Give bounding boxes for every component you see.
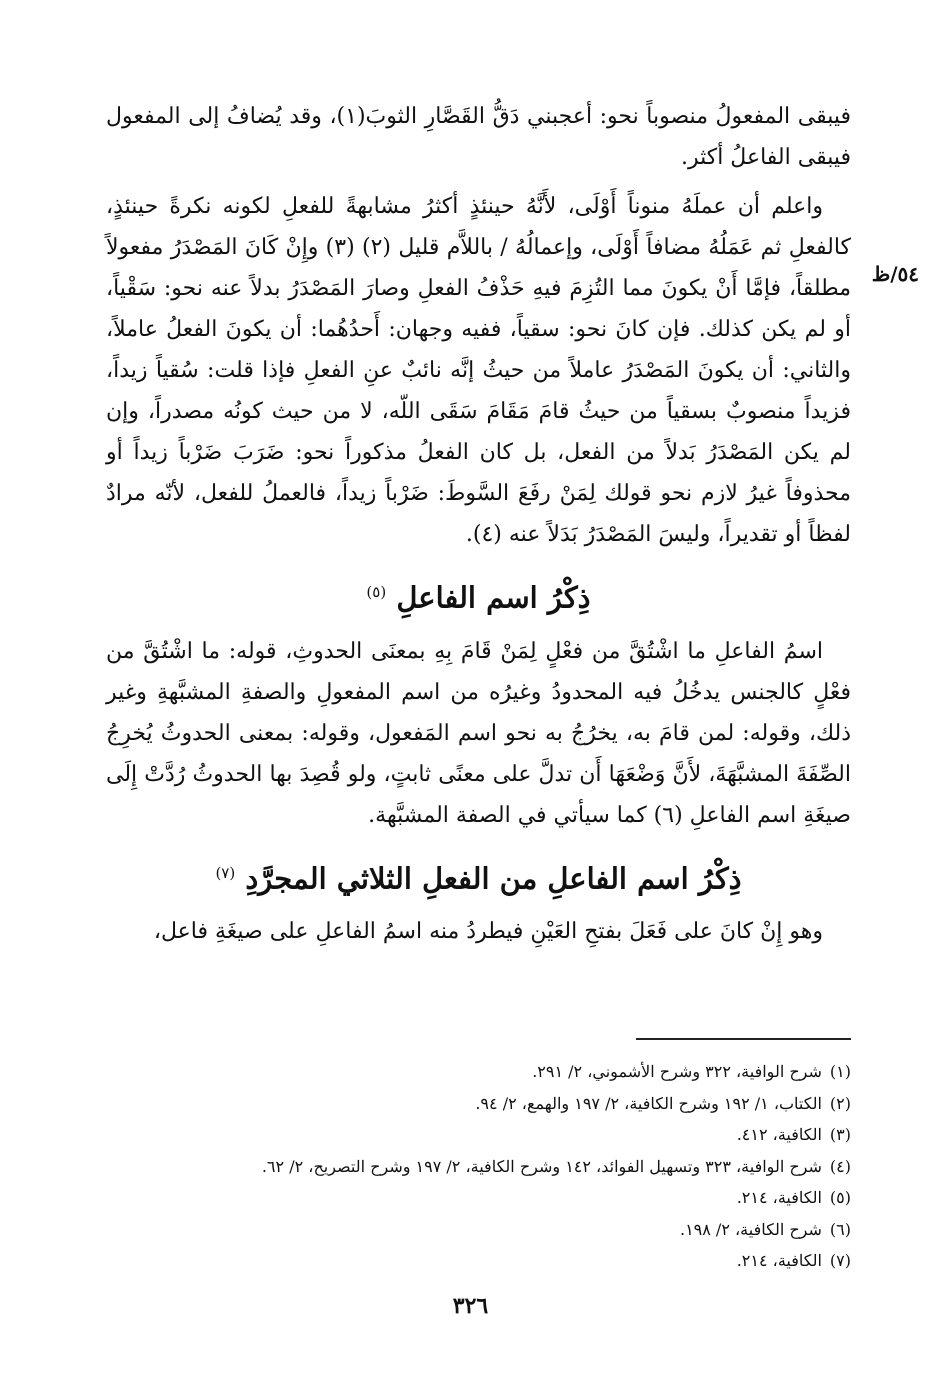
- paragraph-3: اسمُ الفاعلِ ما اشْتُقَّ من فعْلٍ لِمَنْ قَامَ بِهِ بمعنَى الحدوثِ، قوله: ما اشْتُقَّ من فعْلٍ كالجنس يدخُلُ فيه المحدودُ وغيرُه من اسم المفعولِ والصفةِ المشبَّهةِ وغير ذلك، وقوله: لمن قامَ به، يخرُجُ به نحو اسم المَفعول، وقوله: بمعنى الحدوثُ يُخرِجُ الصِّفَةَ المشبَّهَةَ، لأَنَّ وَضْعَهَا أَن تدلَّ على معنًى ثابتٍ، ولو قُصِدَ بها الحدوثُ رُدَّتْ إِلَى صيغَةِ اسم الفاعلِ (٦) كما سيأتي في الصفة المشبَّهة.: [106, 638, 851, 828]
- paragraph-1: فيبقى المفعولُ منصوباً نحو: أعجبني دَقُّ القَصَّارِ الثوبَ(١)، وقد يُضافُ إلى المفعول فيبقى الفاعلُ أكثر.: [106, 104, 852, 170]
- footnote-text: الكافية، ٢١٤.: [736, 1251, 822, 1270]
- footnote: [106, 1182, 851, 1214]
- footnote-number: (٧): [829, 1251, 851, 1270]
- footnote-number: (٦): [829, 1219, 851, 1239]
- footnote-number: (٥): [829, 1188, 851, 1207]
- footnote-text: الكتاب، ١/ ١٩٢ وشرح الكافية، ٢/ ١٩٧ والهمع، ٢/ ٩٤.: [475, 1093, 822, 1113]
- section-heading-thulathi: [106, 850, 851, 902]
- paragraph-2: واعلم أن عملَهُ منوناً أَوْلَى، لأَنَّهُ حينئذٍ أكثرُ مشابهةً للفعلِ لكونه نكرةً حينئذٍ، كالفعلِ ثم عَمَلُهُ مضافاً أَوْلَى، وإعمالُهُ / باللاَّم قليل (٢) (٣) وإِنْ كَانَ المَصْدَرُ مفعولاً مطلقاً، فإمَّا أَنْ يكونَ مما التُزِمَ فيهِ حَذْفُ الفعلِ وصارَ المَصْدَرُ بدلاً عنه نحو: سَقْياً، أو لم يكن كذلك. فإن كانَ نحو: سقياً، ففيه وجهان: أَحدُهُما: أن يكونَ الفعلُ عاملاً، والثاني: أن يكونَ المَصْدَرُ عاملاً من حيثُ إنَّه نائبٌ عنِ الفعلِ فإذا قلت: سُقياً زيداً، فزيداً منصوبٌ بسقياً من حيثُ قامَ مَقَامَ سَقَى اللّه، لا من حيث كونُه مصدراً، وإن لم يكن المَصْدَرُ بَدلاً من الفعل، بل كان الفعلُ مذكوراً نحو: ضَرَبَ ضَرْباً زيداً أو محذوفاً غيرُ لازم نحو قولك لِمَنْ رفَعَ السَّوطَ: ضَرْباً زيداً، فالعملُ للفعل، لأنّه مرادٌ لفظاً أو تقديراً، وليسَ المَصْدَرُ بَدَلاً عنه (٤).: [106, 194, 851, 547]
- footnote-separator: [636, 1038, 851, 1040]
- footnote: [106, 1151, 851, 1183]
- heading-footnote-ref: (٥): [366, 583, 387, 601]
- page-number: ٣٢٦: [452, 1293, 489, 1319]
- footnote: [106, 1056, 851, 1088]
- heading-text: ذِكْرُ اسم الفاعلِ من الفعلِ الثلاثي المجرَّدِ: [245, 861, 742, 896]
- section-heading-ism-al-fail: [106, 569, 851, 621]
- footnote-text: شرح الوافية، ٣٢٣ وتسهيل الفوائد، ١٤٢ وشرح الكافية، ٢/ ١٩٧ وشرح التصريح، ٢/ ٦٢.: [261, 1156, 822, 1176]
- footnote: [106, 1214, 851, 1246]
- footnote-number: (٢): [829, 1093, 851, 1113]
- footnote-text: الكافية، ٤١٢.: [736, 1125, 822, 1144]
- footnote-number: (١): [829, 1062, 851, 1081]
- manuscript-folio-marker: ٥٤/ظ: [871, 262, 919, 286]
- footnote-text: شرح الكافية، ٢/ ١٩٨.: [679, 1219, 822, 1239]
- footnote: [106, 1088, 851, 1120]
- footnote: [106, 1245, 851, 1277]
- footnote: [106, 1119, 851, 1151]
- footnote-text: شرح الوافية، ٣٢٢ وشرح الأشموني، ٢/ ٢٩١.: [532, 1062, 822, 1081]
- footnote-text: الكافية، ٢١٤.: [736, 1188, 822, 1207]
- footnote-number: (٣): [829, 1125, 851, 1144]
- heading-text: ذِكْرُ اسم الفاعلِ: [396, 580, 591, 615]
- footnote-number: (٤): [829, 1156, 851, 1176]
- footnotes: [106, 1056, 851, 1277]
- heading-footnote-ref: (٧): [215, 863, 236, 882]
- main-text: [106, 96, 851, 952]
- paragraph-4: وهو إِنْ كانَ على فَعَلَ بفتحِ العَيْنِ فيطردُ منه اسمُ الفاعلِ على صيغَةِ فاعل،: [153, 919, 823, 945]
